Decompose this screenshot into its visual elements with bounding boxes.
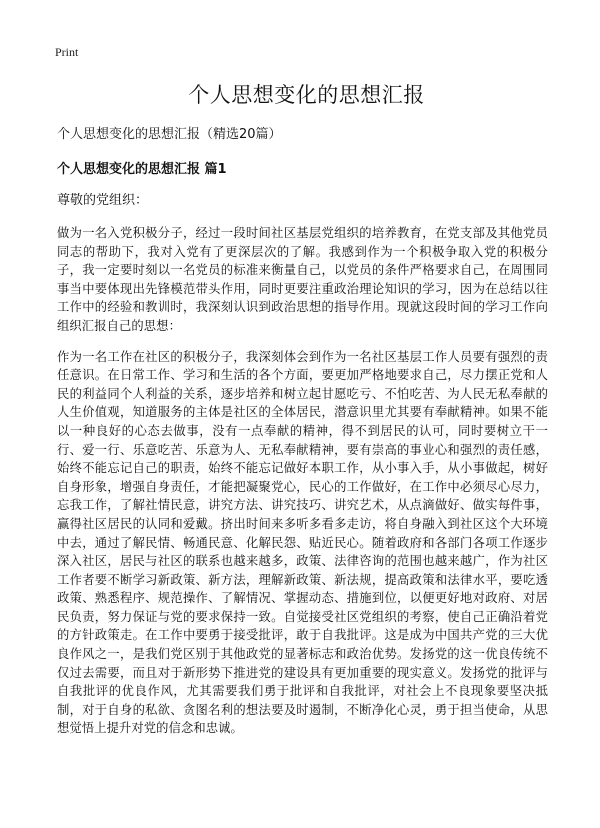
print-label: Print	[55, 45, 79, 59]
document-subtitle: 个人思想变化的思想汇报（精选20篇）	[57, 127, 282, 142]
document-title: 个人思想变化的思想汇报	[188, 83, 425, 107]
body-paragraph: 作为一名工作在社区的积极分子，我深刻体会到作为一名社区基层工作人员要有强烈的责任意识。在日常工作、学习和生活的各个方面，要更加严格地要求自己，尽力摆正党和人民的利益同个人利益的关系，逐步培养和树立起甘愿吃亏、不怕吃苦、为人民无私奉献的人生价值观，知道服务的主体是社区的全体居民，潜意识里尤其要有奉献精神。如果不能以一种良好的心态去做事，没有一点奉献的精神，得不到居民的认可，同时要树立干一行、爱一行、乐意吃苦、乐意为人、无私奉献精神，要有崇高的事业心和强烈的责任感，始终不能忘记自己的职责，始终不能忘记做好本职工作，从小事入手，从小事做起，树好自身形象，增强自身责任，才能把凝聚党心，民心的工作做好，在工作中必须尽心尽力，忘我工作，了解社情民意，讲究方法、讲究技巧、讲究艺术，从点滴做好、做实每件事，赢得社区居民的认同和爱戴。挤出时间来多听多看多走访，将自身融入到社区这个大环境中去，通过了解民情、畅通民意、化解民怨、贴近民心。随着政府和各部门各项工作逐步深入社区，居民与社区的联系也越来越多，政策、法律咨询的范围也越来越广，作为社区工作者要不断学习新政策、新方法，理解新政策、新法规，提高政策和法律水平，要吃透政策、熟悉程序、规范操作、了解情况、掌握动态、措施到位，以便更好地对政府、对居民负责，努力保证与党的要求保持一致。自觉接受社区党组织的考察，使自己正确沿着党的方针政策走。在工作中要勇于接受批评，敢于自我批评。这是成为中国共产党的三大优良作风之一，是我们党区别于其他政党的显著标志和政治优势。发扬党的这一优良传统不仅过去需要，而且对于新形势下推进党的建设具有更加重要的现实意义。发扬党的批评与自我批评的优良作风，尤其需要我们勇于批评和自我批评，对社会上不良现象要坚决抵制，对于自身的私欲、贪图名利的想法要及时遏制，不断净化心灵，勇于担当使命，从思想觉悟上提升对党的信念和忠诚。	[57, 349, 548, 736]
body-paragraph: 做为一名入党积极分子，经过一段时间社区基层党组织的培养教育，在党支部及其他党员同志的帮助下，我对入党有了更深层次的了解。我感到作为一个积极争取入党的积极分子，我一定要时刻以一名党员的标准来衡量自己，以党员的条件严格要求自己，在周围同事当中要体现出先锋模范带头作用，同时更要注重政治理论知识的学习，因为在总结以往工作中的经验和教训时，我深刻认识到政治思想的指导作用。现就这段时间的学习工作向组织汇报自己的思想：	[57, 226, 548, 333]
section-heading: 个人思想变化的思想汇报 篇1	[57, 162, 227, 177]
salutation: 尊敬的党组织：	[57, 193, 149, 208]
